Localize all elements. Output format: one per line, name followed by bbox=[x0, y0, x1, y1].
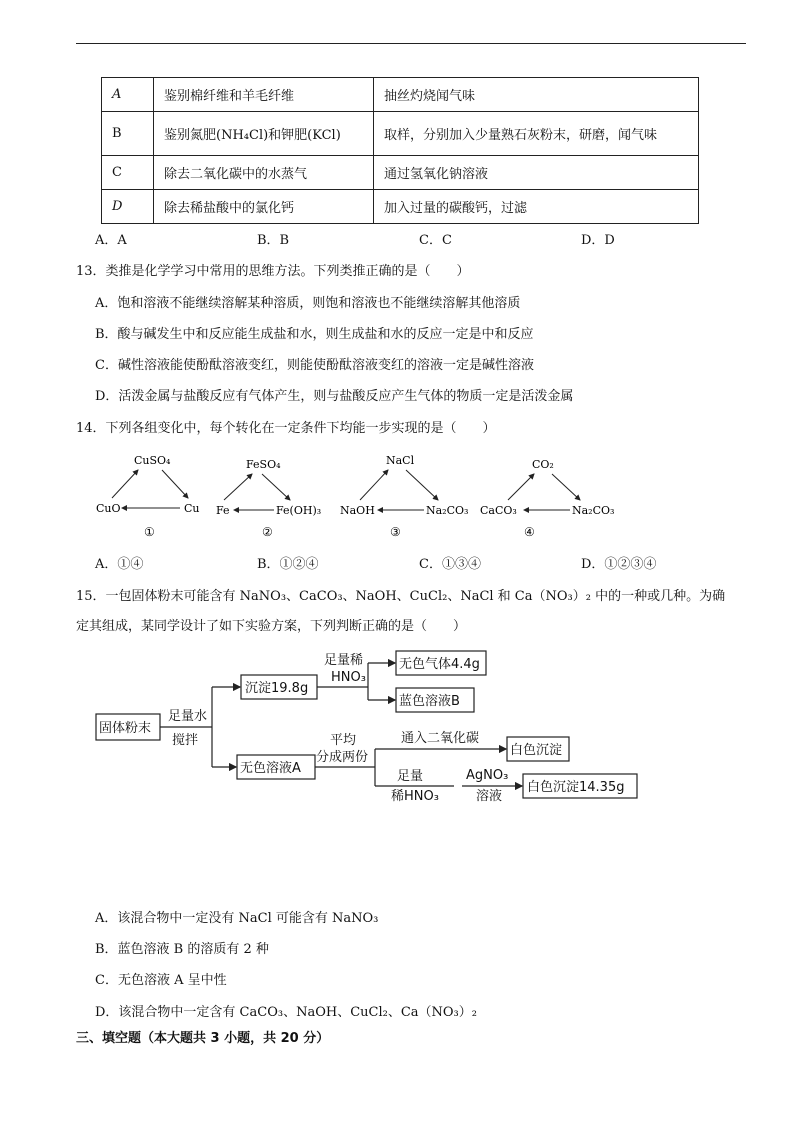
q14-diagram-2 bbox=[214, 450, 334, 542]
q14-stem: 14．下列各组变化中，每个转化在一定条件下均能一步实现的是（ ） bbox=[76, 421, 496, 436]
q15-stem-line2: 定其组成，某同学设计了如下实验方案，下列判断正确的是（ ） bbox=[76, 619, 467, 634]
q15-option-a[interactable]: A．该混合物中一定没有 NaCl 可能含有 NaNO₃ bbox=[95, 911, 379, 926]
flow-start: 固体粉末 bbox=[99, 721, 152, 736]
diag2-left: Fe bbox=[216, 504, 230, 517]
diag4-right: Na₂CO₃ bbox=[572, 504, 615, 517]
q15-option-c[interactable]: C．无色溶液 A 呈中性 bbox=[95, 973, 227, 988]
flow-acid-bottom: HNO₃ bbox=[331, 670, 366, 685]
row-task: 鉴别棉纤维和羊毛纤维 bbox=[154, 78, 374, 112]
flow-white1: 白色沉淀 bbox=[510, 743, 563, 758]
q14-option-a[interactable]: A．①④ bbox=[95, 557, 144, 572]
q14-option-d[interactable]: D．①②③④ bbox=[581, 557, 657, 572]
flow-split-top: 平均 bbox=[330, 733, 357, 748]
header-rule bbox=[76, 43, 746, 44]
q14-option-c[interactable]: C．①③④ bbox=[419, 557, 481, 572]
diag1-num: ① bbox=[144, 525, 155, 539]
section-3-heading: 三、填空题（本大题共 3 小题，共 20 分） bbox=[76, 1031, 330, 1046]
table-row bbox=[102, 156, 699, 190]
flow-hno3-top: 足量 bbox=[397, 769, 424, 784]
q13-option-b[interactable]: B．酸与碱发生中和反应能生成盐和水，则生成盐和水的反应一定是中和反应 bbox=[95, 327, 534, 342]
flow-blue: 蓝色溶液B bbox=[399, 694, 460, 709]
q15-option-b[interactable]: B．蓝色溶液 B 的溶质有 2 种 bbox=[95, 942, 269, 957]
flow-gas: 无色气体4.4g bbox=[399, 657, 480, 672]
row-label: B bbox=[102, 112, 154, 156]
row-method: 加入过量的碳酸钙，过滤 bbox=[374, 190, 699, 224]
diag1-right: Cu bbox=[184, 502, 200, 515]
q14-diagram-1 bbox=[92, 450, 207, 542]
q13-option-c[interactable]: C．碱性溶液能使酚酞溶液变红，则能使酚酞溶液变红的溶液一定是碱性溶液 bbox=[95, 358, 534, 373]
table-row bbox=[102, 78, 699, 112]
options-table bbox=[101, 77, 699, 224]
flow-solA: 无色溶液A bbox=[240, 761, 301, 776]
q13-option-d[interactable]: D．活泼金属与盐酸反应有气体产生，则与盐酸反应产生气体的物质一定是活泼金属 bbox=[95, 389, 574, 404]
q13-stem: 13．类推是化学学习中常用的思维方法。下列类推正确的是（ ） bbox=[76, 264, 470, 279]
row-method: 取样，分别加入少量熟石灰粉末，研磨，闻气味 bbox=[374, 112, 699, 156]
q15-stem-line1: 15．一包固体粉末可能含有 NaNO₃、CaCO₃、NaOH、CuCl₂、NaCl 和 Ca（NO₃）₂ 中的一种或几种。为确 bbox=[76, 589, 726, 604]
q13-option-a[interactable]: A．饱和溶液不能继续溶解某种溶质，则饱和溶液也不能继续溶解其他溶质 bbox=[95, 296, 521, 311]
flow-co2: 通入二氧化碳 bbox=[401, 731, 480, 746]
row-task: 除去二氧化碳中的水蒸气 bbox=[154, 156, 374, 190]
diag4-num: ④ bbox=[524, 525, 535, 539]
q14-option-b[interactable]: B．①②④ bbox=[257, 557, 319, 572]
flow-hno3-bottom: 稀HNO₃ bbox=[391, 789, 439, 803]
table-row bbox=[102, 112, 699, 156]
diag4-left: CaCO₃ bbox=[480, 504, 517, 517]
diag4-top: CO₂ bbox=[532, 458, 554, 471]
row-task: 鉴别氮肥(NH₄Cl)和钾肥(KCl) bbox=[154, 112, 374, 156]
flow-split-bottom: 分成两份 bbox=[316, 750, 369, 765]
diag2-num: ② bbox=[262, 525, 273, 539]
table-row bbox=[102, 190, 699, 224]
row-method: 抽丝灼烧闻气味 bbox=[374, 78, 699, 112]
q12-option-b[interactable]: B．B bbox=[257, 233, 290, 248]
row-label: D bbox=[102, 190, 154, 224]
q12-option-c[interactable]: C．C bbox=[419, 233, 452, 248]
diag3-top: NaCl bbox=[386, 454, 415, 467]
row-method: 通过氢氧化钠溶液 bbox=[374, 156, 699, 190]
q14-diagram-3 bbox=[338, 450, 473, 542]
diag3-num: ③ bbox=[390, 525, 401, 539]
q15-option-d[interactable]: D．该混合物中一定含有 CaCO₃、NaOH、CuCl₂、Ca（NO₃）₂ bbox=[95, 1005, 477, 1020]
q14-diagram-4 bbox=[478, 450, 618, 542]
diag2-right: Fe(OH)₃ bbox=[276, 504, 322, 517]
row-task: 除去稀盐酸中的氯化钙 bbox=[154, 190, 374, 224]
diag1-top: CuSO₄ bbox=[134, 454, 171, 467]
flow-white2: 白色沉淀14.35g bbox=[527, 780, 625, 795]
flow-precip: 沉淀19.8g bbox=[245, 681, 309, 696]
flow-agno3-top: AgNO₃ bbox=[466, 768, 509, 783]
row-label: A bbox=[102, 78, 154, 112]
diag3-right: Na₂CO₃ bbox=[426, 504, 469, 517]
flow-step1-top: 足量水 bbox=[168, 709, 208, 724]
q12-option-a[interactable]: A．A bbox=[95, 233, 127, 248]
diag3-left: NaOH bbox=[340, 504, 375, 517]
flow-agno3-bottom: 溶液 bbox=[476, 789, 503, 803]
diag2-top: FeSO₄ bbox=[246, 458, 281, 471]
row-label: C bbox=[102, 156, 154, 190]
q12-option-d[interactable]: D．D bbox=[581, 233, 615, 248]
flow-acid-top: 足量稀 bbox=[324, 653, 364, 668]
q15-flowchart bbox=[90, 648, 650, 803]
diag1-left: CuO bbox=[96, 502, 121, 515]
flow-step1-bottom: 搅拌 bbox=[172, 733, 199, 748]
